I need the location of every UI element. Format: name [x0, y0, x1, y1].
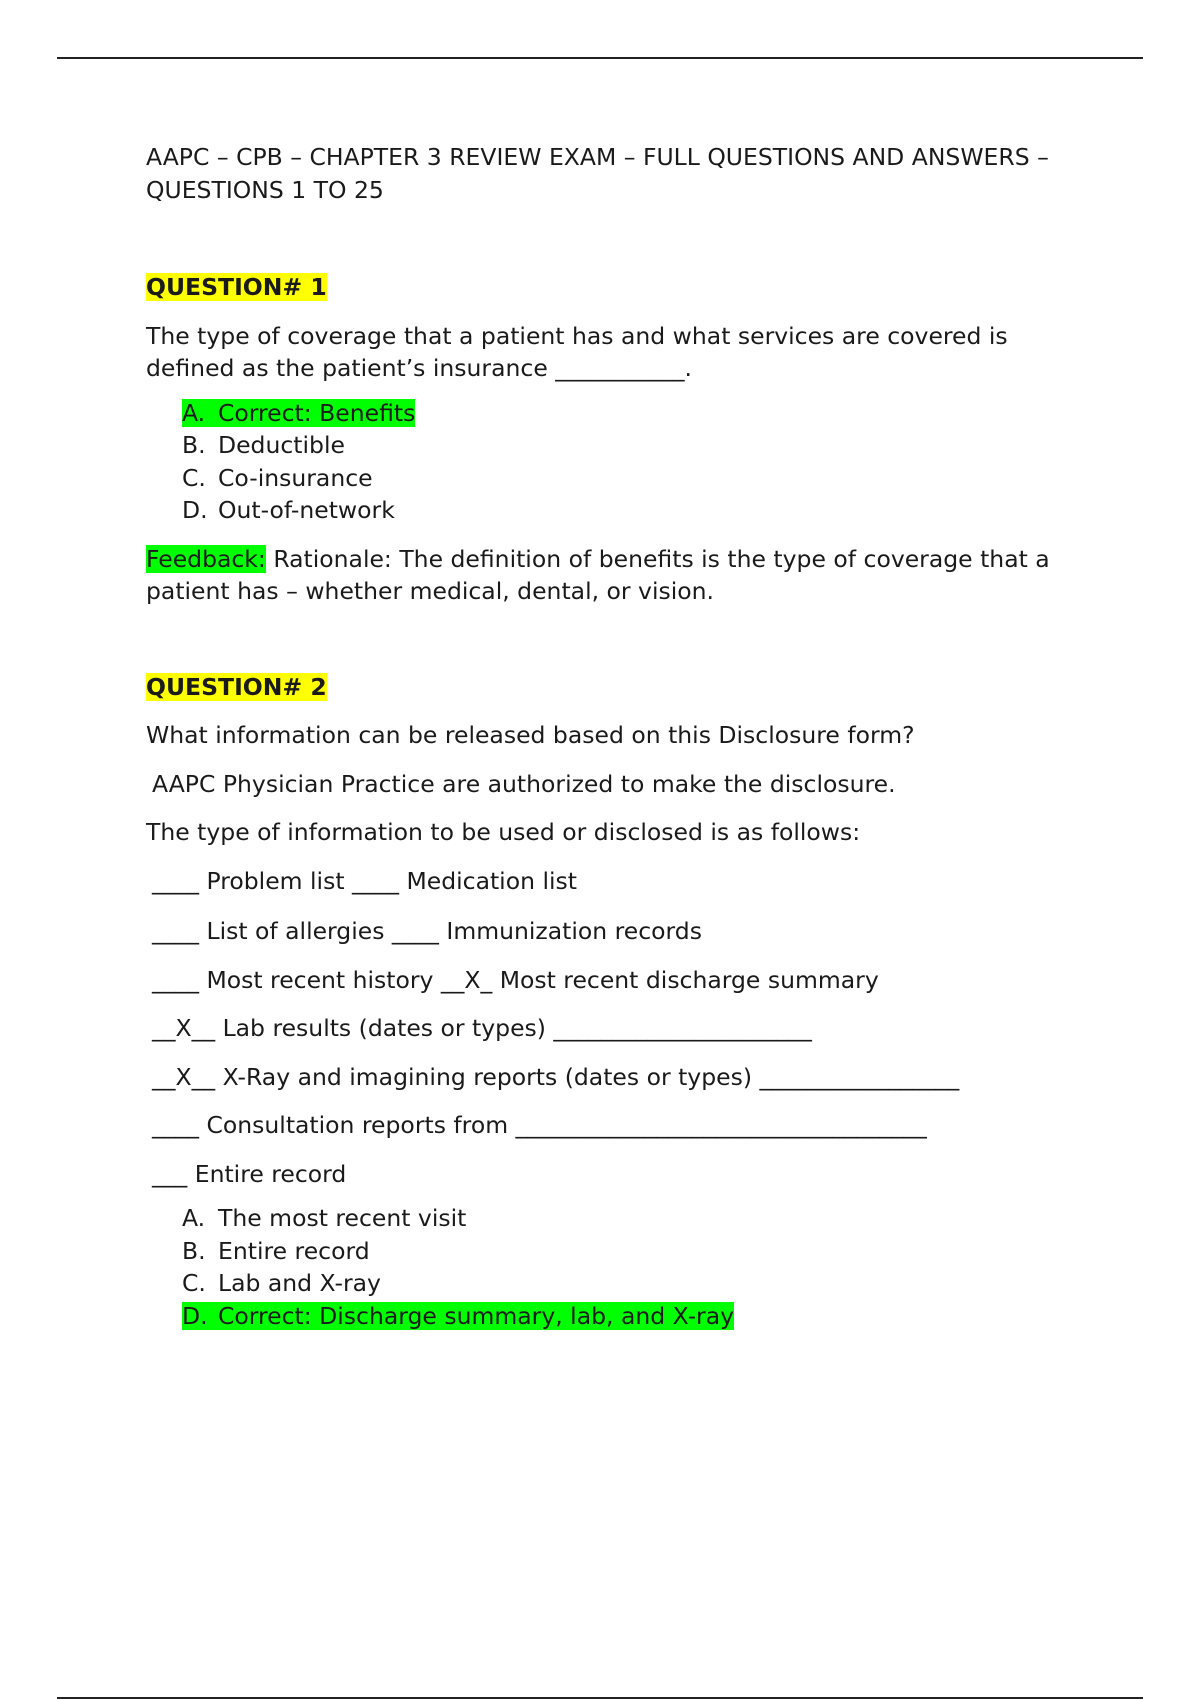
- feedback-label: Feedback:: [146, 544, 266, 573]
- option-letter: C.: [182, 1269, 206, 1297]
- option-letter: C.: [182, 463, 206, 492]
- question-1-option-b: [182, 429, 1096, 462]
- form-line-lab-results: __X__ Lab results (dates or types) ______________________: [152, 1014, 812, 1042]
- form-line-consultation: ____ Consultation reports from ___________________________________: [152, 1111, 927, 1139]
- form-line-xray-reports: __X__ X-Ray and imagining reports (dates or types) _________________: [152, 1062, 960, 1091]
- option-letter: D.: [182, 496, 208, 524]
- question-1-text: The type of coverage that a patient has and what services are covered is defined as the patient’s insurance ___________.: [146, 321, 1008, 382]
- option-letter: B.: [182, 1236, 206, 1265]
- option-label: Out-of-network: [218, 496, 395, 524]
- document-body: [146, 141, 1096, 1332]
- question-2-authorization: AAPC Physician Practice are authorized to make the disclosure.: [152, 769, 896, 798]
- option-letter: A.: [182, 398, 206, 427]
- option-letter: B.: [182, 431, 206, 459]
- question-2-heading: [146, 671, 1096, 704]
- option-label: Co-insurance: [218, 463, 373, 492]
- bottom-page-rule: [57, 1697, 1143, 1699]
- question-2-info-intro: The type of information to be used or disclosed is as follows:: [146, 818, 861, 846]
- question-2-options: [146, 1202, 1096, 1332]
- question-2-option-b: [182, 1235, 1096, 1268]
- document-title: AAPC – CPB – CHAPTER 3 REVIEW EXAM – FULL QUESTIONS AND ANSWERS – QUESTIONS 1 TO 25: [146, 143, 1049, 204]
- question-1-heading: [146, 271, 1096, 304]
- question-1-option-a: [182, 397, 1096, 430]
- option-label: The most recent visit: [218, 1204, 467, 1232]
- form-line-allergies-immunization: ____ List of allergies ____ Immunization records: [152, 917, 702, 945]
- option-label: Entire record: [218, 1236, 370, 1265]
- option-label: Correct: Benefits: [218, 398, 416, 427]
- option-label: Lab and X-ray: [218, 1269, 381, 1297]
- form-line-entire-record: ___ Entire record: [152, 1159, 347, 1188]
- top-page-rule: [57, 57, 1143, 59]
- option-label: Correct: Discharge summary, lab, and X-ray: [218, 1301, 735, 1330]
- feedback-text: Rationale: The definition of benefits is the type of coverage that a patient has – whether medical, dental, or vision.: [146, 544, 1050, 605]
- question-1: [146, 271, 1096, 608]
- question-1-heading-text: QUESTION# 1: [146, 273, 327, 301]
- question-2-option-c: [182, 1267, 1096, 1300]
- question-1-option-c: [182, 462, 1096, 495]
- option-letter: D.: [182, 1301, 208, 1330]
- correct-answer-highlight: [182, 399, 415, 427]
- form-line-history-discharge: ____ Most recent history __X_ Most recent discharge summary: [152, 965, 879, 994]
- question-2: [146, 671, 1096, 1333]
- question-1-option-d: [182, 494, 1096, 527]
- question-2-text: What information can be released based on this Disclosure form?: [146, 721, 915, 749]
- form-line-problem-medication: ____ Problem list ____ Medication list: [152, 866, 577, 895]
- question-1-feedback: [146, 543, 1096, 608]
- question-2-option-a: [182, 1202, 1096, 1235]
- question-2-option-d: [182, 1300, 1096, 1333]
- option-letter: A.: [182, 1204, 206, 1232]
- question-2-heading-text: QUESTION# 2: [146, 672, 327, 701]
- option-label: Deductible: [218, 431, 345, 459]
- question-1-options: [146, 397, 1096, 527]
- correct-answer-highlight: [182, 1302, 734, 1330]
